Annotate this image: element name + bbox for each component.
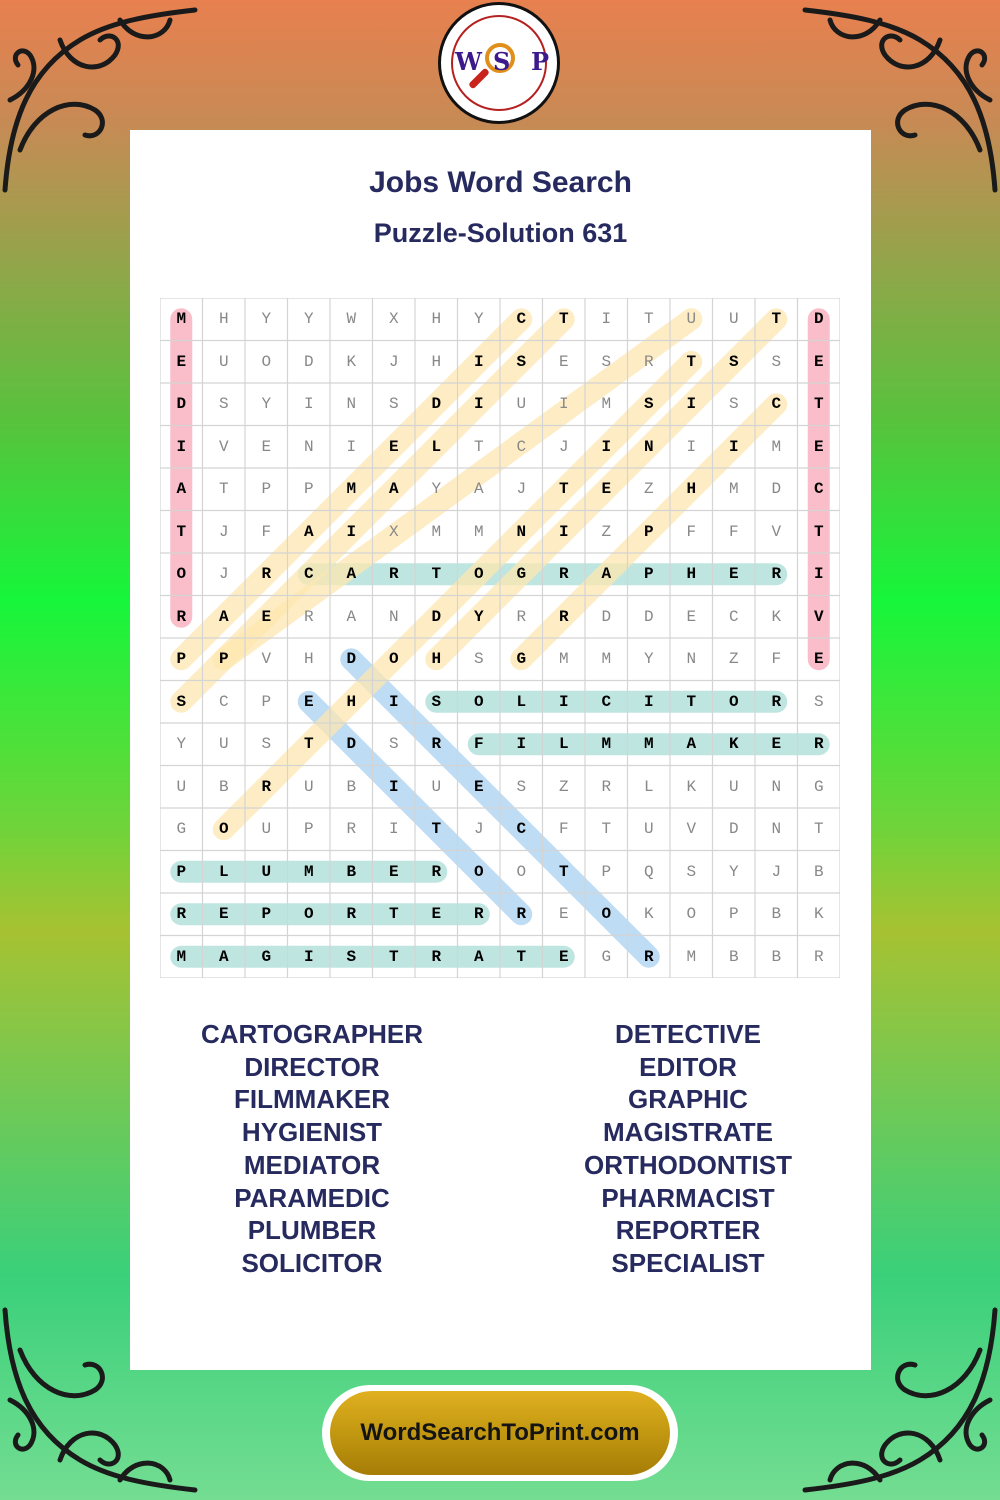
grid-cell[interactable]: Y bbox=[473, 607, 484, 626]
grid-cell[interactable]: O bbox=[728, 692, 739, 711]
grid-cell[interactable]: A bbox=[218, 947, 229, 966]
grid-cell[interactable]: E bbox=[473, 777, 484, 796]
grid-cell[interactable]: C bbox=[728, 607, 739, 626]
grid-cell[interactable]: D bbox=[431, 395, 442, 414]
grid-cell[interactable]: O bbox=[516, 862, 527, 881]
grid-cell[interactable]: C bbox=[516, 820, 527, 839]
grid-cell[interactable]: Z bbox=[728, 650, 739, 669]
grid-cell[interactable]: S bbox=[388, 735, 399, 754]
grid-cell[interactable]: B bbox=[813, 862, 824, 881]
grid-cell[interactable]: S bbox=[643, 395, 654, 414]
grid-cell[interactable]: S bbox=[431, 692, 442, 711]
grid-cell[interactable]: H bbox=[431, 650, 442, 669]
grid-cell[interactable]: T bbox=[218, 480, 229, 499]
grid-cell[interactable]: R bbox=[516, 607, 527, 626]
grid-cell[interactable]: U bbox=[176, 777, 187, 796]
grid-cell[interactable]: T bbox=[686, 692, 697, 711]
grid-cell[interactable]: T bbox=[643, 310, 654, 329]
grid-cell[interactable]: R bbox=[643, 947, 654, 966]
grid-cell[interactable]: V bbox=[771, 522, 782, 541]
grid-cell[interactable]: Y bbox=[261, 395, 272, 414]
grid-cell[interactable]: L bbox=[558, 735, 569, 754]
grid-cell[interactable]: T bbox=[771, 310, 782, 329]
grid-cell[interactable]: O bbox=[601, 905, 612, 924]
grid-cell[interactable]: K bbox=[643, 905, 654, 924]
grid-cell[interactable]: G bbox=[176, 820, 187, 839]
grid-cell[interactable]: M bbox=[303, 862, 314, 881]
grid-cell[interactable]: T bbox=[473, 437, 484, 456]
grid-cell[interactable]: H bbox=[431, 310, 442, 329]
grid-cell[interactable]: S bbox=[516, 352, 527, 371]
grid-cell[interactable]: C bbox=[218, 692, 229, 711]
grid-cell[interactable]: O bbox=[473, 692, 484, 711]
grid-cell[interactable]: A bbox=[686, 735, 697, 754]
grid-cell[interactable]: C bbox=[601, 692, 612, 711]
word-list-item-mediator: MEDIATOR bbox=[243, 1149, 381, 1180]
grid-cell[interactable]: I bbox=[303, 395, 314, 414]
grid-cell[interactable]: F bbox=[728, 522, 739, 541]
grid-cell[interactable]: G bbox=[261, 947, 272, 966]
page-title: Jobs Word Search bbox=[369, 166, 632, 199]
word-list-item-orthodontist: ORTHODONTIST bbox=[584, 1149, 792, 1180]
word-list-item-detective: DETECTIVE bbox=[615, 1019, 761, 1049]
grid-cell[interactable]: O bbox=[686, 905, 697, 924]
grid-cell[interactable]: D bbox=[346, 735, 357, 754]
grid-cell[interactable]: S bbox=[176, 692, 187, 711]
logo-letter-p: P bbox=[531, 47, 550, 76]
grid-cell[interactable]: J bbox=[771, 862, 782, 881]
grid-cell[interactable]: S bbox=[601, 352, 612, 371]
grid-cell[interactable]: I bbox=[558, 522, 569, 541]
grid-cell[interactable]: B bbox=[771, 905, 782, 924]
grid-cell[interactable]: Y bbox=[473, 310, 484, 329]
grid-cell[interactable]: L bbox=[218, 862, 229, 881]
grid-cell[interactable]: J bbox=[388, 352, 399, 371]
grid-cell[interactable]: O bbox=[261, 352, 272, 371]
grid-cell[interactable]: R bbox=[601, 777, 612, 796]
grid-cell[interactable]: F bbox=[771, 650, 782, 669]
grid-cell[interactable]: M bbox=[601, 395, 612, 414]
grid-cell[interactable]: T bbox=[516, 947, 527, 966]
grid-cell[interactable]: R bbox=[176, 905, 187, 924]
grid-cell[interactable]: S bbox=[346, 947, 357, 966]
grid-letters bbox=[160, 298, 840, 978]
grid-cell[interactable]: S bbox=[686, 862, 697, 881]
grid-cell[interactable]: M bbox=[176, 310, 187, 329]
grid-cell[interactable]: R bbox=[431, 947, 442, 966]
grid-cell[interactable]: D bbox=[643, 607, 654, 626]
grid-cell[interactable]: L bbox=[643, 777, 654, 796]
grid-cell[interactable]: E bbox=[601, 480, 612, 499]
grid-cell[interactable]: B bbox=[218, 777, 229, 796]
grid-cell[interactable]: A bbox=[176, 480, 187, 499]
grid-cell[interactable]: E bbox=[303, 692, 314, 711]
grid-cell[interactable]: N bbox=[771, 820, 782, 839]
grid-cell[interactable]: U bbox=[303, 777, 314, 796]
grid-cell[interactable]: I bbox=[601, 310, 612, 329]
grid-cell[interactable]: V bbox=[218, 437, 229, 456]
word-list-item-solicitor: SOLICITOR bbox=[241, 1247, 383, 1278]
grid-cell[interactable]: R bbox=[813, 735, 824, 754]
grid-cell[interactable]: S bbox=[473, 650, 484, 669]
grid-cell[interactable]: E bbox=[261, 437, 272, 456]
grid-cell[interactable]: Y bbox=[303, 310, 314, 329]
grid-cell[interactable]: M bbox=[771, 437, 782, 456]
grid-cell[interactable]: H bbox=[346, 692, 357, 711]
grid-cell[interactable]: T bbox=[388, 905, 399, 924]
grid-cell[interactable]: S bbox=[516, 777, 527, 796]
grid-cell[interactable]: N bbox=[346, 395, 357, 414]
grid-cell[interactable]: P bbox=[176, 862, 187, 881]
grid-cell[interactable]: I bbox=[346, 437, 357, 456]
grid-cell[interactable]: E bbox=[558, 905, 569, 924]
grid-cell[interactable]: R bbox=[303, 607, 314, 626]
grid-cell[interactable]: T bbox=[388, 947, 399, 966]
grid-cell[interactable]: I bbox=[388, 820, 399, 839]
grid-cell[interactable]: F bbox=[473, 735, 484, 754]
grid-cell[interactable]: U bbox=[686, 310, 697, 329]
grid-cell[interactable]: O bbox=[388, 650, 399, 669]
grid-cell[interactable]: I bbox=[388, 777, 399, 796]
word-list-item-director: DIRECTOR bbox=[244, 1051, 380, 1082]
grid-cell[interactable]: U bbox=[261, 862, 272, 881]
grid-cell[interactable]: R bbox=[516, 905, 527, 924]
grid-cell[interactable]: I bbox=[303, 947, 314, 966]
grid-cell[interactable]: S bbox=[728, 352, 739, 371]
grid-cell[interactable]: A bbox=[218, 607, 229, 626]
grid-cell[interactable]: Q bbox=[643, 862, 654, 881]
grid-cell[interactable]: H bbox=[431, 352, 442, 371]
puzzle-card bbox=[130, 130, 871, 1370]
grid-cell[interactable]: X bbox=[388, 522, 399, 541]
grid-cell[interactable]: T bbox=[558, 480, 569, 499]
grid-cell[interactable]: K bbox=[346, 352, 357, 371]
grid-cell[interactable]: D bbox=[303, 352, 314, 371]
grid-cell[interactable]: I bbox=[558, 395, 569, 414]
grid-cell[interactable]: D bbox=[813, 310, 824, 329]
grid-cell[interactable]: Z bbox=[643, 480, 654, 499]
grid-cell[interactable]: J bbox=[473, 820, 484, 839]
grid-cell[interactable]: E bbox=[558, 947, 569, 966]
grid-cell[interactable]: I bbox=[601, 437, 612, 456]
wsp-logo[interactable] bbox=[438, 2, 560, 124]
grid-cell[interactable]: L bbox=[516, 692, 527, 711]
grid-cell[interactable]: J bbox=[516, 480, 527, 499]
grid-cell[interactable]: P bbox=[601, 862, 612, 881]
grid-cell[interactable]: M bbox=[643, 735, 654, 754]
grid-cell[interactable]: I bbox=[473, 352, 484, 371]
grid-cell[interactable]: Y bbox=[176, 735, 187, 754]
grid-cell[interactable]: G bbox=[601, 947, 612, 966]
grid-cell[interactable]: R bbox=[388, 565, 399, 584]
grid-cell[interactable]: D bbox=[771, 480, 782, 499]
grid-cell[interactable]: E bbox=[388, 862, 399, 881]
grid-cell[interactable]: H bbox=[686, 565, 697, 584]
grid-cell[interactable]: N bbox=[771, 777, 782, 796]
word-list-item-pharmacist: PHARMACIST bbox=[601, 1182, 775, 1213]
word-list-item-magistrate: MAGISTRATE bbox=[603, 1117, 773, 1148]
grid-cell[interactable]: H bbox=[686, 480, 697, 499]
grid-cell[interactable]: E bbox=[771, 735, 782, 754]
word-list-item-specialist: SPECIALIST bbox=[611, 1247, 765, 1278]
grid-cell[interactable]: E bbox=[176, 352, 187, 371]
word-list-item-filmmaker: FILMMAKER bbox=[234, 1084, 390, 1115]
grid-cell[interactable]: J bbox=[218, 522, 229, 541]
grid-cell[interactable]: T bbox=[686, 352, 697, 371]
grid-cell[interactable]: A bbox=[346, 607, 357, 626]
grid-cell[interactable]: K bbox=[728, 735, 739, 754]
grid-cell[interactable]: M bbox=[431, 522, 442, 541]
grid-cell[interactable]: M bbox=[176, 947, 187, 966]
grid-cell[interactable]: R bbox=[431, 735, 442, 754]
word-search-grid bbox=[160, 298, 840, 978]
grid-cell[interactable]: P bbox=[176, 650, 187, 669]
grid-cell[interactable]: I bbox=[558, 692, 569, 711]
grid-cell[interactable]: H bbox=[218, 310, 229, 329]
word-list-item-plumber: PLUMBER bbox=[247, 1215, 377, 1246]
grid-cell[interactable]: T bbox=[303, 735, 314, 754]
grid-cell[interactable]: U bbox=[218, 735, 229, 754]
grid-cell[interactable]: M bbox=[728, 480, 739, 499]
grid-cell[interactable]: K bbox=[813, 905, 824, 924]
grid-cell[interactable]: B bbox=[346, 777, 357, 796]
grid-cell[interactable]: R bbox=[261, 777, 272, 796]
grid-cell[interactable]: C bbox=[771, 395, 782, 414]
grid-cell[interactable]: P bbox=[303, 820, 314, 839]
grid-cell[interactable]: D bbox=[728, 820, 739, 839]
grid-cell[interactable]: A bbox=[473, 480, 484, 499]
grid-cell[interactable]: H bbox=[303, 650, 314, 669]
grid-cell[interactable]: M bbox=[558, 650, 569, 669]
grid-cell[interactable]: C bbox=[516, 310, 527, 329]
grid-cell[interactable]: D bbox=[176, 395, 187, 414]
grid-cell[interactable]: V bbox=[813, 607, 824, 626]
grid-cell[interactable]: E bbox=[813, 437, 824, 456]
grid-cell[interactable]: S bbox=[771, 352, 782, 371]
grid-cell[interactable]: R bbox=[431, 862, 442, 881]
grid-cell[interactable]: D bbox=[601, 607, 612, 626]
grid-cell[interactable]: Y bbox=[643, 650, 654, 669]
grid-cell[interactable]: E bbox=[218, 905, 229, 924]
grid-cell[interactable]: D bbox=[431, 607, 442, 626]
grid-cell[interactable]: Y bbox=[261, 310, 272, 329]
grid-cell[interactable]: S bbox=[813, 692, 824, 711]
grid-cell[interactable]: E bbox=[813, 352, 824, 371]
grid-cell[interactable]: F bbox=[686, 522, 697, 541]
grid-cell[interactable]: M bbox=[686, 947, 697, 966]
grid-cell[interactable]: G bbox=[813, 777, 824, 796]
grid-cell[interactable]: Y bbox=[431, 480, 442, 499]
grid-cell[interactable]: C bbox=[303, 565, 314, 584]
grid-cell[interactable]: R bbox=[176, 607, 187, 626]
grid-cell[interactable]: U bbox=[728, 310, 739, 329]
grid-cell[interactable]: N bbox=[516, 522, 527, 541]
grid-cell[interactable]: G bbox=[516, 565, 527, 584]
grid-cell[interactable]: T bbox=[431, 565, 442, 584]
grid-cell[interactable]: P bbox=[643, 565, 654, 584]
page-subtitle: Puzzle-Solution 631 bbox=[373, 218, 628, 248]
grid-cell[interactable]: E bbox=[728, 565, 739, 584]
grid-cell[interactable]: I bbox=[473, 395, 484, 414]
grid-cell[interactable]: A bbox=[473, 947, 484, 966]
grid-cell[interactable]: I bbox=[686, 395, 697, 414]
grid-cell[interactable]: E bbox=[813, 650, 824, 669]
grid-cell[interactable]: I bbox=[686, 437, 697, 456]
grid-cell[interactable]: I bbox=[516, 735, 527, 754]
grid-cell[interactable]: V bbox=[686, 820, 697, 839]
grid-cell[interactable]: M bbox=[473, 522, 484, 541]
grid-cell[interactable]: R bbox=[346, 820, 357, 839]
grid-cell[interactable]: E bbox=[431, 905, 442, 924]
grid-cell[interactable]: J bbox=[558, 437, 569, 456]
grid-cell[interactable]: P bbox=[218, 650, 229, 669]
grid-cell[interactable]: S bbox=[388, 395, 399, 414]
grid-cell[interactable]: G bbox=[516, 650, 527, 669]
site-link-label: WordSearchToPrint.com bbox=[330, 1391, 670, 1475]
grid-cell[interactable]: O bbox=[303, 905, 314, 924]
word-list-item-graphic: GRAPHIC bbox=[628, 1084, 748, 1115]
grid-cell[interactable]: T bbox=[813, 522, 824, 541]
grid-cell[interactable]: T bbox=[813, 395, 824, 414]
grid-cell[interactable]: R bbox=[473, 905, 484, 924]
grid-cell[interactable]: S bbox=[261, 735, 272, 754]
grid-cell[interactable]: T bbox=[176, 522, 187, 541]
word-list-item-hygienist: HYGIENIST bbox=[241, 1117, 383, 1148]
grid-cell[interactable]: N bbox=[643, 437, 654, 456]
grid-cell[interactable]: N bbox=[686, 650, 697, 669]
grid-cell[interactable]: P bbox=[303, 480, 314, 499]
grid-cell[interactable]: T bbox=[813, 820, 824, 839]
word-list-item-reporter: REPORTER bbox=[615, 1215, 761, 1246]
grid-cell[interactable]: S bbox=[218, 395, 229, 414]
grid-cell[interactable]: X bbox=[388, 310, 399, 329]
grid-cell[interactable]: P bbox=[261, 480, 272, 499]
word-list-item-cartographer: CARTOGRAPHER bbox=[201, 1019, 423, 1049]
grid-cell[interactable]: P bbox=[261, 692, 272, 711]
grid-cell[interactable]: E bbox=[388, 437, 399, 456]
grid-cell[interactable]: M bbox=[346, 480, 357, 499]
grid-cell[interactable]: L bbox=[431, 437, 442, 456]
grid-cell[interactable]: A bbox=[388, 480, 399, 499]
grid-cell[interactable]: N bbox=[303, 437, 314, 456]
grid-cell[interactable]: I bbox=[388, 692, 399, 711]
grid-cell[interactable]: B bbox=[728, 947, 739, 966]
grid-cell[interactable]: E bbox=[261, 607, 272, 626]
grid-cell[interactable]: U bbox=[261, 820, 272, 839]
grid-cell[interactable]: D bbox=[346, 650, 357, 669]
grid-cell[interactable]: P bbox=[643, 522, 654, 541]
grid-cell[interactable]: I bbox=[728, 437, 739, 456]
grid-cell[interactable]: R bbox=[346, 905, 357, 924]
grid-cell[interactable]: F bbox=[261, 522, 272, 541]
grid-cell[interactable]: C bbox=[813, 480, 824, 499]
grid-cell[interactable]: F bbox=[558, 820, 569, 839]
grid-cell[interactable]: T bbox=[558, 310, 569, 329]
grid-cell[interactable]: A bbox=[346, 565, 357, 584]
site-link-button[interactable] bbox=[322, 1385, 678, 1481]
grid-cell[interactable]: T bbox=[431, 820, 442, 839]
grid-cell[interactable]: U bbox=[218, 352, 229, 371]
grid-cell[interactable]: O bbox=[473, 565, 484, 584]
grid-cell[interactable]: R bbox=[558, 565, 569, 584]
grid-cell[interactable]: R bbox=[558, 607, 569, 626]
grid-cell[interactable]: Z bbox=[558, 777, 569, 796]
grid-cell[interactable]: R bbox=[261, 565, 272, 584]
grid-cell[interactable]: U bbox=[728, 777, 739, 796]
grid-cell[interactable]: M bbox=[601, 650, 612, 669]
grid-cell[interactable]: I bbox=[813, 565, 824, 584]
grid-cell[interactable]: I bbox=[643, 692, 654, 711]
grid-cell[interactable]: R bbox=[771, 565, 782, 584]
grid-cell[interactable]: T bbox=[558, 862, 569, 881]
grid-cell[interactable]: O bbox=[473, 862, 484, 881]
grid-cell[interactable]: I bbox=[346, 522, 357, 541]
grid-cell[interactable]: I bbox=[176, 437, 187, 456]
grid-cell[interactable]: O bbox=[176, 565, 187, 584]
word-list-right bbox=[538, 1018, 838, 1280]
grid-cell[interactable]: U bbox=[643, 820, 654, 839]
grid-cell[interactable]: A bbox=[601, 565, 612, 584]
grid-cell[interactable]: J bbox=[218, 565, 229, 584]
grid-cell[interactable]: B bbox=[771, 947, 782, 966]
grid-cell[interactable]: Y bbox=[728, 862, 739, 881]
grid-cell[interactable]: N bbox=[388, 607, 399, 626]
grid-cell[interactable]: P bbox=[261, 905, 272, 924]
grid-cell[interactable]: W bbox=[346, 310, 357, 329]
grid-cell[interactable]: U bbox=[431, 777, 442, 796]
grid-cell[interactable]: O bbox=[218, 820, 229, 839]
grid-cell[interactable]: M bbox=[601, 735, 612, 754]
logo-letter-w: W bbox=[455, 47, 482, 76]
logo-letter-s: S bbox=[493, 47, 511, 76]
grid-cell[interactable]: T bbox=[601, 820, 612, 839]
grid-cell[interactable]: V bbox=[261, 650, 272, 669]
grid-cell[interactable]: C bbox=[516, 437, 527, 456]
word-list-left bbox=[162, 1018, 462, 1280]
grid-cell[interactable]: B bbox=[346, 862, 357, 881]
grid-cell[interactable]: S bbox=[728, 395, 739, 414]
word-list-item-paramedic: PARAMEDIC bbox=[234, 1182, 390, 1213]
grid-cell[interactable]: R bbox=[813, 947, 824, 966]
grid-cell[interactable]: Z bbox=[601, 522, 612, 541]
word-list-item-editor: EDITOR bbox=[639, 1051, 737, 1082]
grid-cell[interactable]: R bbox=[771, 692, 782, 711]
grid-cell[interactable]: U bbox=[516, 395, 527, 414]
grid-cell[interactable]: A bbox=[303, 522, 314, 541]
grid-cell[interactable]: E bbox=[686, 607, 697, 626]
grid-cell[interactable]: R bbox=[643, 352, 654, 371]
grid-cell[interactable]: E bbox=[558, 352, 569, 371]
grid-cell[interactable]: K bbox=[686, 777, 697, 796]
grid-cell[interactable]: P bbox=[728, 905, 739, 924]
grid-cell[interactable]: K bbox=[771, 607, 782, 626]
